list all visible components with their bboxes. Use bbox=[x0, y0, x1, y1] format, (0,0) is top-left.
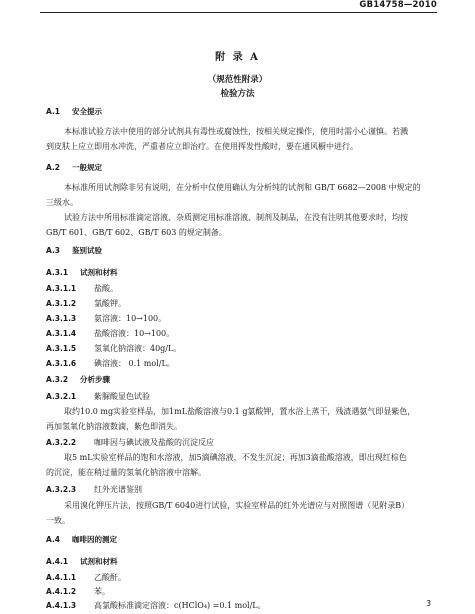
paragraph-line: 三级水。 bbox=[46, 198, 78, 207]
appendix-name: 检验方法 bbox=[220, 89, 255, 99]
list-item: A.4.1.2 苯。 bbox=[46, 587, 110, 596]
subsection-heading-a321: A.3.2.1 紫脲酸显色试验 bbox=[46, 392, 150, 401]
list-item: A.3.1.2 氯酸钾。 bbox=[46, 299, 126, 308]
paragraph-line: 再加氢氧化钠溶液数滴，紫色即消失。 bbox=[46, 422, 182, 431]
paragraph-line: 一致。 bbox=[46, 516, 70, 525]
paragraph-line: 到皮肤上应立即用水冲洗，严重者应立即治疗。在使用挥发性酸时，要在通风橱中进行。 bbox=[46, 142, 358, 151]
paragraph-line: 采用溴化钾压片法，按照GB/T 6040进行试验，实验室样品的红外光谱应与对照图谱（见附录B） bbox=[64, 501, 410, 510]
appendix-subtitle: （规范性附录） bbox=[207, 75, 268, 85]
subsection-heading-a323: A.3.2.3 红外光谱鉴别 bbox=[46, 485, 142, 494]
list-item: A.3.1.4 盐酸溶液：10→100。 bbox=[46, 329, 175, 338]
subsection-heading-a31: A.3.1 试剂和材料 bbox=[46, 268, 118, 277]
paragraph-line: 本标准试验方法中使用的部分试剂具有毒性或腐蚀性，按相关规定操作，使用时需小心谨慎。若溅 bbox=[64, 127, 408, 136]
paragraph-line: 本标准所用试剂除非另有说明，在分析中仅使用确认为分析纯的试剂和 GB/T 6682—2008 中规定的 bbox=[64, 183, 421, 192]
list-item: A.3.1.1 盐酸。 bbox=[46, 284, 118, 293]
paragraph-line: 的沉淀，能在稍过量的氢氧化钠溶液中溶解。 bbox=[46, 468, 206, 477]
list-item: A.4.1.1 乙酸酐。 bbox=[46, 573, 126, 582]
list-item: A.3.1.5 氢氧化钠溶液：40g/L。 bbox=[46, 344, 182, 353]
header-rule bbox=[40, 12, 437, 13]
list-item: A.3.1.3 氨溶液：10→100。 bbox=[46, 314, 167, 323]
subsection-heading-a41: A.4.1 试剂和材料 bbox=[46, 557, 118, 566]
paragraph-line: GB/T 601、GB/T 602、GB/T 603 的规定制备。 bbox=[46, 228, 227, 237]
paragraph-line: 取约10.0 mg实验室样品，加1mL盐酸溶液与0.1 g氯酸钾，置水浴上蒸干，残渣遇氨气即显紫色， bbox=[64, 407, 416, 416]
paragraph-line: 取5 mL实验室样品的饱和水溶液，加5滴碘溶液，不发生沉淀；再加3滴盐酸溶液，即出现红棕色 bbox=[64, 453, 407, 462]
list-item: A.4.1.3 高氯酸标准滴定溶液：c(HClO₄) =0.1 mol/L。 bbox=[46, 601, 266, 610]
subsection-heading-a322: A.3.2.2 咖啡因与碘试液及盐酸的沉淀反应 bbox=[46, 438, 214, 447]
section-heading-a2: A.2 一般规定 bbox=[46, 163, 102, 172]
section-heading-a1: A.1 安全提示 bbox=[46, 107, 102, 116]
section-heading-a3: A.3 鉴别试验 bbox=[46, 246, 102, 255]
page-number: 3 bbox=[426, 599, 431, 608]
list-item: A.3.1.6 碘溶液： 0.1 mol/L。 bbox=[46, 359, 175, 368]
appendix-title: 附 录 A bbox=[215, 52, 260, 63]
subsection-heading-a32: A.3.2 分析步骤 bbox=[46, 375, 110, 384]
section-heading-a4: A.4 咖啡因的测定 bbox=[46, 535, 117, 544]
standard-code: GB14758—2010 bbox=[359, 0, 437, 10]
paragraph-line: 试验方法中所用标准滴定溶液、杂质测定用标准溶液、制剂及制品，在没有注明其他要求时，均按 bbox=[64, 213, 408, 222]
